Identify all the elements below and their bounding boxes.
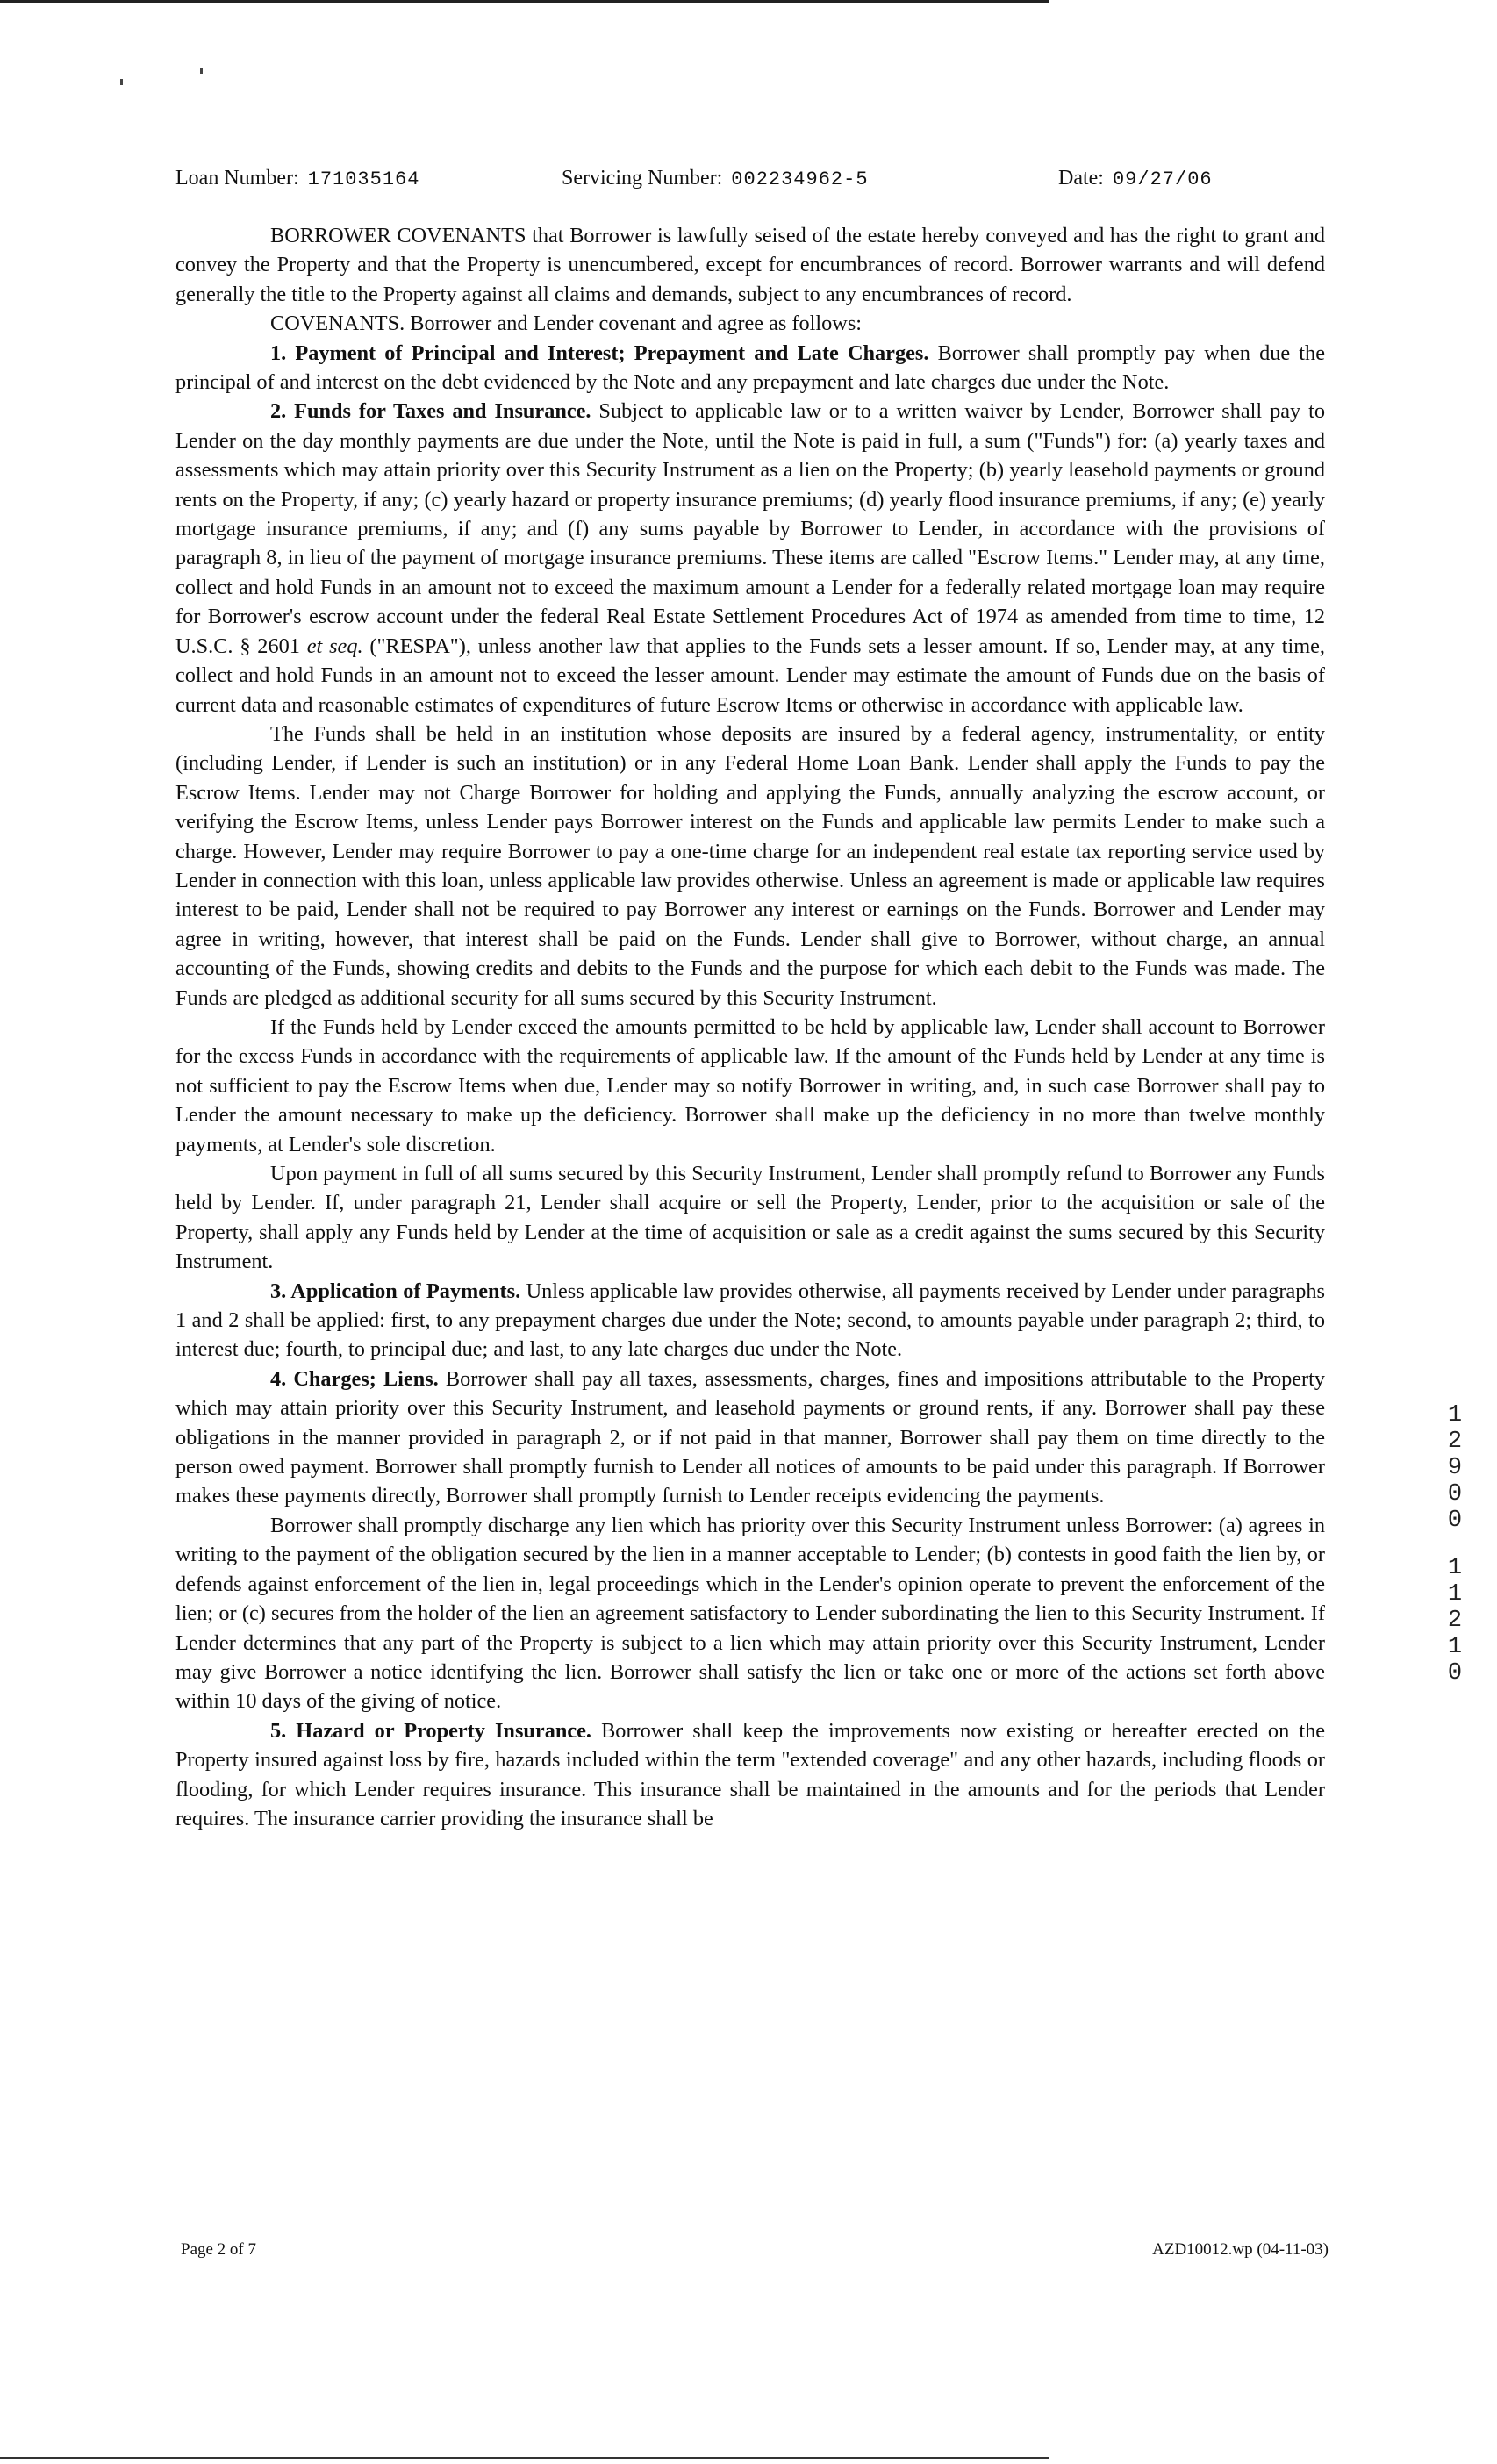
borrower-covenants-paragraph: BORROWER COVENANTS that Borrower is lawfully seised of the estate hereby conveyed and has the right to grant and convey the Property and that the Property is unencumbered, except for encumbrances of record. Borrower warrants and will defend generally the title to the Property against all claims and demands, subject to any encumbrances of record.	[175, 224, 1325, 306]
excess-funds-paragraph: If the Funds held by Lender exceed the amounts permitted to be held by applicable law, Lender shall account to Borrower for the excess Funds in accordance with the requirements of applicable law. If the amount of the Funds held by Lender at any time is not sufficient to pay the Escrow Items when due, Lender may so notify Borrower in writing, and, in such case Borrower shall pay to Lender the amount necessary to make up the deficiency. Borrower shall make up the deficiency in no more than twelve monthly payments, at Lender's sole discretion.	[175, 1014, 1325, 1157]
stamp-digit: 1	[1447, 1634, 1463, 1660]
section-3-heading: 3. Application of Payments.	[270, 1279, 521, 1303]
stamp-gap	[1443, 1534, 1467, 1555]
document-id: AZD10012.wp (04-11-03)	[1152, 2240, 1329, 2259]
section-1-paragraph	[175, 339, 1325, 398]
stamp-digit: 0	[1447, 1481, 1463, 1508]
section-2-paragraph	[175, 397, 1325, 719]
servicing-number-field	[562, 167, 869, 190]
document-header	[175, 167, 1325, 195]
scan-top-rule	[0, 0, 1049, 3]
date-field	[1058, 167, 1213, 190]
date-value: 09/27/06	[1112, 168, 1213, 190]
stamp-digit: 1	[1447, 1581, 1463, 1608]
section-5-text: Borrower shall keep the improvements now existing or hereafter erected on the Property insured against loss by fire, hazards included within the term "extended coverage" and any other hazards, including floods or flooding, for which Lender requires insurance. This insurance shall be maintained in the amounts and for the periods that Lender requires. The insurance carrier providing the insurance shall be	[175, 1718, 1325, 1830]
section-1-heading: 1. Payment of Principal and Interest; Prepayment and Late Charges.	[270, 340, 929, 365]
section-2-text-b: ("RESPA"), unless another law that applies to the Funds sets a lesser amount. If so, Lender may, at any time, collect and hold Funds in an amount not to exceed the lesser amount. Lender may estimate the amount of Funds due on the basis of current data and reasonable estimates of expenditures of future Escrow Items or otherwise in accordance with applicable law.	[175, 634, 1326, 717]
stamp-digit: 9	[1447, 1455, 1463, 1481]
servicing-number-label: Servicing Number:	[562, 167, 723, 190]
refund-paragraph: Upon payment in full of all sums secured by this Security Instrument, Lender shall promptly refund to Borrower any Funds held by Lender. If, under paragraph 21, Lender shall acquire or sell the Property, Lender, prior to the acquisition or sale of the Property, shall apply any Funds held by Lender at the time of acquisition or sale as a credit against the sums secured by this Security Instrument.	[175, 1162, 1325, 1274]
section-2-italic: et seq.	[306, 634, 363, 658]
document-body	[175, 221, 1325, 1833]
section-4-paragraph	[175, 1365, 1325, 1511]
section-3-text: Unless applicable law provides otherwise, all payments received by Lender under paragraphs 1 and 2 shall be applied: first, to any prepayment charges due under the Note; second, to amounts payable under paragraph 2; third, to interest due; fourth, to principal due; and last, to any late charges due under the Note.	[175, 1279, 1325, 1362]
section-4-text: Borrower shall pay all taxes, assessments, charges, fines and impositions attributable to the Property which may attain priority over this Security Instrument, and leasehold payments or ground rents, if any. Borrower shall pay these obligations in the manner provided in paragraph 2, or if not paid in that manner, Borrower shall pay them on time directly to the person owed payment. Borrower shall promptly furnish to Lender all notices of amounts to be paid under this paragraph. If Borrower makes these payments directly, Borrower shall promptly furnish to Lender receipts evidencing the payments.	[175, 1366, 1326, 1508]
section-3-paragraph	[175, 1277, 1325, 1365]
servicing-number-value: 002234962-5	[731, 168, 869, 190]
lien-discharge-paragraph: Borrower shall promptly discharge any lien which has priority over this Security Instrument unless Borrower: (a) agrees in writing to the payment of the obligation secured by the lien in a manner acceptable to Lender; (b) contests in good faith the lien by, or defends against enforcement of the lien in, legal proceedings which in the Lender's opinion operate to prevent the enforcement of the lien; or (c) secures from the holder of the lien an agreement satisfactory to Lender subordinating the lien to this Security Instrument. If Lender determines that any part of the Property is subject to a lien which may attain priority over this Security Instrument, Lender may give Borrower a notice identifying the lien. Borrower shall satisfy the lien or take one or more of the actions set forth above within 10 days of the giving of notice.	[175, 1513, 1325, 1714]
section-5-heading: 5. Hazard or Property Insurance.	[270, 1718, 592, 1743]
scan-speck	[200, 68, 203, 74]
section-4-heading: 4. Charges; Liens.	[270, 1366, 439, 1391]
margin-stamp	[1443, 1402, 1467, 1687]
stamp-digit: 1	[1447, 1402, 1463, 1429]
section-2-text-a: Subject to applicable law or to a written waiver by Lender, Borrower shall pay to Lender on the day monthly payments are due under the Note, until the Note is paid in full, a sum ("Funds") for: (a) yearly taxes and assessments which may attain priority over this Security Instrument as a lien on the Property; (b) yearly leasehold payments or ground rents on the Property, if any; (c) yearly hazard or property insurance premiums; (d) yearly flood insurance premiums, if any; (e) yearly mortgage insurance premiums, if any; and (f) any sums payable by Borrower to Lender, in accordance with the provisions of paragraph 8, in lieu of the payment of mortgage insurance premiums. These items are called "Escrow Items." Lender may, at any time, collect and hold Funds in an amount not to exceed the maximum amount a Lender for a federally related mortgage loan may require for Borrower's escrow account under the federal Real Estate Settlement Procedures Act of 1974 as amended from time to time, 12 U.S.C. § 2601	[175, 399, 1325, 658]
date-label: Date:	[1058, 167, 1104, 190]
loan-number-field	[175, 167, 419, 190]
page-number: Page 2 of 7	[181, 2240, 257, 2259]
loan-number-label: Loan Number:	[175, 167, 299, 190]
stamp-digit: 2	[1447, 1429, 1463, 1455]
stamp-digit: 1	[1447, 1555, 1463, 1581]
scan-bottom-rule	[0, 2457, 1049, 2459]
section-2-heading: 2. Funds for Taxes and Insurance.	[270, 399, 591, 424]
covenants-intro-paragraph: COVENANTS. Borrower and Lender covenant and agree as follows:	[270, 312, 863, 336]
section-5-paragraph	[175, 1716, 1325, 1834]
section-1-text: Borrower shall promptly pay when due the principal of and interest on the debt evidenced by the Note and any prepayment and late charges due under the Note.	[175, 340, 1325, 395]
stamp-digit: 0	[1447, 1660, 1463, 1687]
stamp-digit: 2	[1447, 1608, 1463, 1634]
scan-speck	[120, 79, 123, 85]
stamp-digit: 0	[1447, 1508, 1463, 1534]
loan-number-value: 171035164	[307, 168, 420, 190]
funds-held-paragraph: The Funds shall be held in an institution whose deposits are insured by a federal agency, instrumentality, or entity (including Lender, if Lender is such an institution) or in any Federal Home Loan Bank. Lender shall apply the Funds to pay the Escrow Items. Lender may not Charge Borrower for holding and applying the Funds, annually analyzing the escrow account, or verifying the Escrow Items, unless Lender pays Borrower interest on the Funds and applicable law permits Lender to make such a charge. However, Lender may require Borrower to pay a one-time charge for an independent real estate tax reporting service used by Lender in connection with this loan, unless applicable law provides otherwise. Unless an agreement is made or applicable law requires interest to be paid, Lender shall not be required to pay Borrower any interest or earnings on the Funds. Borrower and Lender may agree in writing, however, that interest shall be paid on the Funds. Lender shall give to Borrower, without charge, an annual accounting of the Funds, showing credits and debits to the Funds and the purpose for which each debit to the Funds was made. The Funds are pledged as additional security for all sums secured by this Security Instrument.	[175, 721, 1325, 1010]
